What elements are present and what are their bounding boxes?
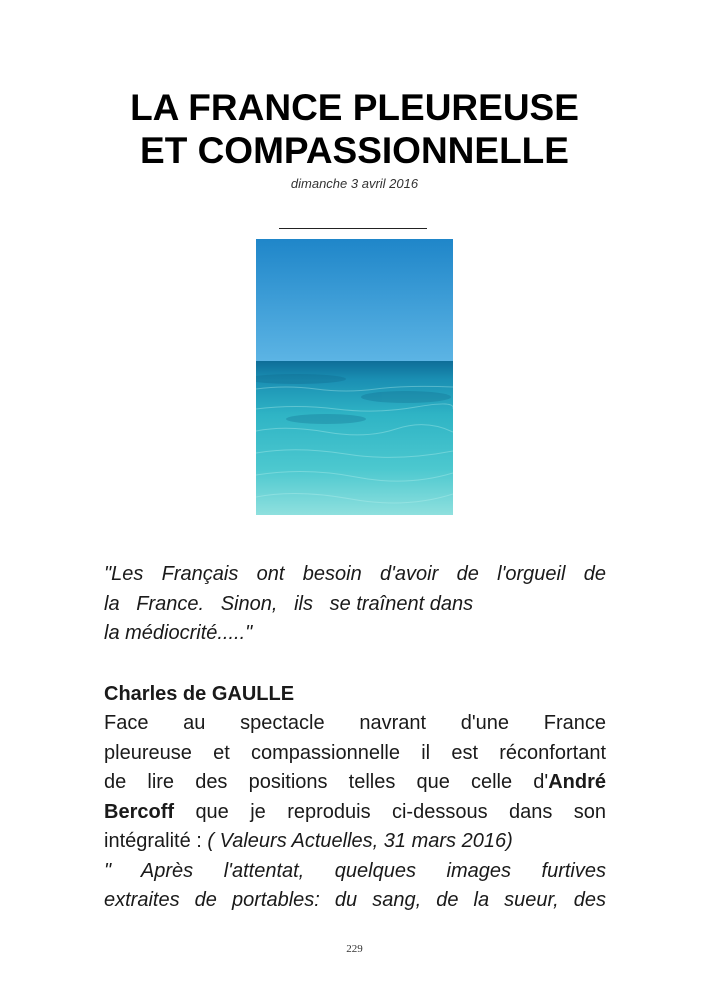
source-citation: ( Valeurs Actuelles, 31 mars 2016): [207, 830, 513, 852]
para-line-2: pleureuse et compassionnelle il est réconfortant: [104, 741, 606, 764]
para-line-5: [104, 827, 606, 857]
sea-photo: [256, 239, 453, 515]
para-line-1: Face au spectacle navrant d'une France: [104, 712, 606, 734]
quote-line-1: "Les Français ont besoin d'avoir de l'orgueil de: [104, 563, 606, 585]
page-number: 229: [346, 943, 363, 955]
quote-line-2: [104, 590, 606, 620]
separator-line: [279, 228, 427, 229]
para-line-3: [104, 768, 606, 798]
quote-line-2-end: se traînent dans: [329, 592, 474, 615]
para-line-6: " Après l'attentat, quelques images furtives: [104, 859, 606, 882]
para-line-3-text: de lire des positions telles que celle d': [104, 771, 549, 793]
para-line-4-text: que je reproduis ci-dessous dans son: [195, 800, 607, 823]
para-line-4: [104, 798, 606, 828]
author-last-name: Bercoff: [104, 800, 175, 823]
page-title: [0, 86, 709, 172]
quote-author: Charles de GAULLE: [104, 683, 295, 705]
quote-line-2-start: la France. Sinon, ils: [104, 592, 313, 615]
author-first-name: André: [548, 771, 606, 793]
sky-area: [256, 239, 453, 361]
post-date: dimanche 3 avril 2016: [290, 176, 419, 191]
title-line-2: ET COMPASSIONNELLE: [140, 130, 569, 171]
para-line-5-text: intégralité :: [104, 830, 202, 852]
title-line-1: LA FRANCE PLEUREUSE: [130, 87, 579, 128]
quote-block: [104, 560, 606, 649]
para-line-7: extraites de portables: du sang, de la sueur, des: [104, 889, 606, 911]
sea-area: [256, 361, 453, 515]
body-paragraph: [104, 709, 606, 916]
quote-line-3: la médiocrité.....": [104, 622, 253, 644]
